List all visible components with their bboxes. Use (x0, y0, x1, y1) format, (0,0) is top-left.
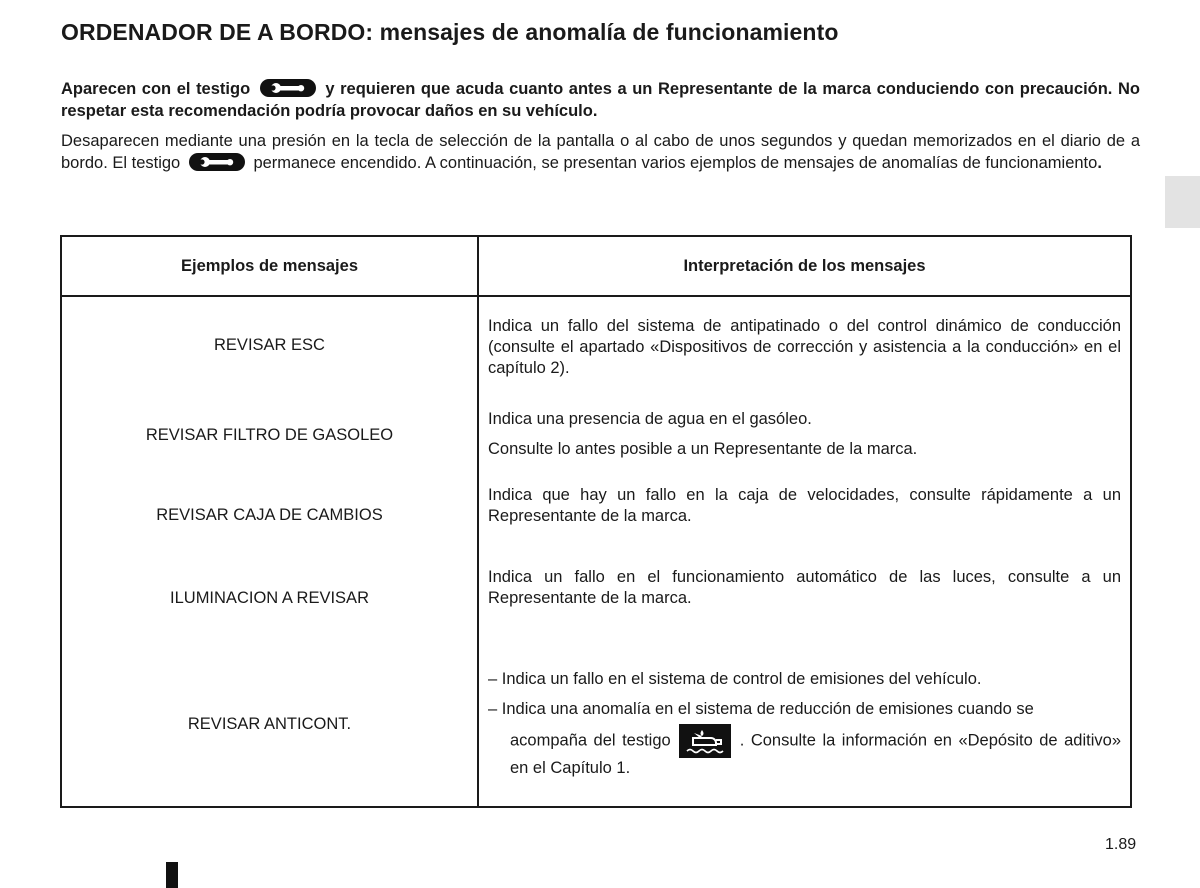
table-header-row (61, 236, 1131, 296)
intro-info-paragraph (61, 130, 1140, 174)
wrench-warning-icon (189, 153, 245, 171)
message-cell: REVISAR ANTICONT. (61, 643, 478, 807)
table-row (61, 394, 1131, 477)
message-cell: REVISAR FILTRO DE GASOLEO (61, 394, 478, 477)
page-title: ORDENADOR DE A BORDO: mensajes de anomalía de funcionamiento (61, 19, 839, 45)
messages-table (60, 235, 1132, 808)
interpretation-bullet: – Indica un fallo en el sistema de control de emisiones del vehículo. (488, 670, 982, 688)
intro-info-end: . (1097, 154, 1102, 172)
interpretation-cell (478, 296, 1131, 394)
table-row (61, 554, 1131, 643)
header-interpretation: Interpretación de los mensajes (478, 236, 1131, 296)
interpretation-bullet-continuation (488, 724, 1121, 779)
interpretation-text: Consulte lo antes posible a un Representante de la marca. (488, 440, 918, 458)
adblue-additive-icon (679, 724, 731, 758)
interpretation-text: Indica que hay un fallo en la caja de velocidades, consulte rápidamente a un Representante de la marca. (488, 486, 1121, 525)
page-number: 1.89 (1105, 836, 1137, 853)
interpretation-text: Indica un fallo en el funcionamiento automático de las luces, consulte a un Representante de la marca. (488, 568, 1121, 607)
message-cell: REVISAR ESC (61, 296, 478, 394)
interpretation-bullet: – Indica una anomalía en el sistema de reducción de emisiones cuando se (488, 700, 1034, 718)
table-row (61, 296, 1131, 394)
message-cell: REVISAR CAJA DE CAMBIOS (61, 477, 478, 554)
interpretation-cell (478, 394, 1131, 477)
table-row (61, 643, 1131, 807)
header-messages: Ejemplos de mensajes (61, 236, 478, 296)
interpretation-cell (478, 554, 1131, 643)
interpretation-text: Indica un fallo del sistema de antipatinado o del control dinámico de conducción (consulte el apartado «Dispositivos de corrección y asistencia a la conducción» en el capítulo 2). (488, 317, 1121, 377)
message-cell: ILUMINACION A REVISAR (61, 554, 478, 643)
interpretation-cell (478, 643, 1131, 807)
intro-warning-paragraph (61, 78, 1140, 122)
intro-warning-text-2: y requieren que acuda cuanto antes a un Representante de la marca conduciendo con precaución. No respetar esta recomendación podría provocar daños en su vehículo. (61, 80, 1140, 120)
interpretation-text: acompaña del testigo (510, 731, 671, 750)
intro-info-text-2: permanece encendido. A continuación, se presentan varios ejemplos de mensajes de anomalías de funcionamiento (253, 154, 1098, 172)
interpretation-text: . Consulte la información en «Depósito de aditivo» en el Capítulo 1. (510, 731, 1121, 777)
wrench-warning-icon (260, 79, 316, 97)
intro-info-text-1: Desaparecen mediante una presión en la tecla de selección de la pantalla o al cabo de unos segundos y quedan memorizados en el diario de a bordo. El testigo (61, 132, 1140, 172)
edge-mark (166, 862, 178, 888)
interpretation-text: Indica una presencia de agua en el gasóleo. (488, 410, 812, 428)
intro-warning-text-1: Aparecen con el testigo (61, 80, 251, 98)
interpretation-cell (478, 477, 1131, 554)
table-row (61, 477, 1131, 554)
chapter-tab-marker (1165, 176, 1200, 228)
